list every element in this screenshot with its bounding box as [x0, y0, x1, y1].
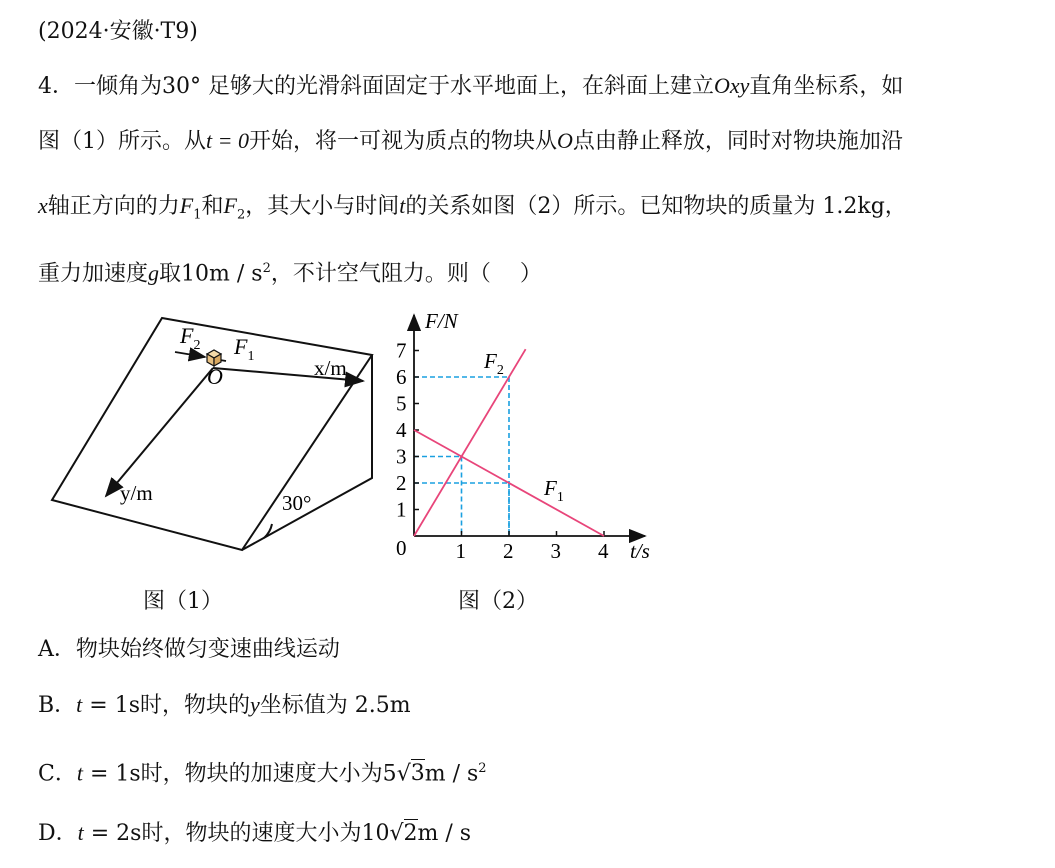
- x-axis-label: x/m: [314, 356, 347, 380]
- text-seg: 图（1）所示。从: [38, 129, 206, 154]
- f2-label: F: [223, 193, 237, 218]
- option-text: 坐标值为 2.5m: [259, 693, 411, 718]
- f1-sub: 1: [193, 207, 202, 223]
- text-seg: 一倾角为30° 足够大的光滑斜面固定于水平地面上，在斜面上建立: [74, 74, 714, 99]
- figure-1-incline: [40, 310, 380, 560]
- f1-label: $F_1$: [234, 334, 255, 364]
- x-axis-label: t/s: [630, 539, 650, 563]
- question-line-4: [38, 254, 542, 289]
- unit-text: m / s: [424, 761, 479, 787]
- text-seg: 取10m / s: [159, 261, 263, 287]
- sqrt-value: 3: [410, 761, 425, 787]
- y-axis-arrow: [106, 368, 213, 496]
- y-label: y: [250, 692, 260, 717]
- angle-label: 30°: [282, 491, 312, 515]
- unit-sup: 2: [478, 761, 487, 776]
- x-label: x: [38, 193, 48, 218]
- y-tick-label-4: 4: [396, 418, 407, 442]
- x-tick-label-3: 3: [550, 539, 561, 563]
- oxy-label: Oxy: [714, 73, 750, 98]
- option-text: = 1s时，物块的加速度大小为5: [82, 761, 397, 787]
- y-tick-label-3: 3: [396, 444, 407, 469]
- f2-label: $F_2$: [180, 323, 201, 353]
- origin-label: 0: [396, 536, 407, 560]
- y-tick-label-5: 5: [396, 391, 407, 416]
- y-tick-label-6: 6: [396, 365, 407, 389]
- origin-label: O: [207, 364, 223, 389]
- o-label: O: [556, 128, 573, 153]
- y-axis-label: F/N: [425, 309, 458, 333]
- unit-sup: 2: [262, 261, 271, 276]
- f2-series-label: $F_2$: [484, 349, 504, 378]
- option-text: = 2s时，物块的速度大小为10: [83, 821, 390, 846]
- option-letter: D．: [38, 821, 78, 846]
- option-text: = 1s时，物块的: [82, 693, 251, 718]
- unit-text: m / s: [417, 821, 472, 846]
- option-text: 物块始终做匀变速曲线运动: [75, 637, 340, 662]
- option-a[interactable]: [38, 635, 340, 665]
- t-label: t: [76, 760, 83, 786]
- f1-series-label: $F_1$: [544, 476, 564, 505]
- source-tag: (2024·安徽·T9): [38, 19, 198, 44]
- t-label: t: [76, 692, 83, 717]
- option-d[interactable]: D．t = 2s时，物块的速度大小为10√2m / s: [38, 820, 472, 846]
- text-seg: ，其大小与时间: [245, 194, 400, 219]
- option-c[interactable]: C．t = 1s时，物块的加速度大小为$5√3m / s^2$: [38, 760, 487, 787]
- sqrt-value: 2: [403, 821, 418, 846]
- text-seg: 重力加速度: [38, 261, 149, 287]
- figure-1-caption: 图（1）: [143, 589, 223, 614]
- f2-arrow: [175, 352, 205, 357]
- f2-sub: 2: [236, 207, 246, 223]
- x-tick-label-4: 4: [598, 539, 609, 563]
- f1-label: F: [179, 193, 194, 218]
- text-seg: 和: [201, 194, 224, 219]
- text-seg: 直角坐标系，如: [749, 74, 904, 99]
- option-b[interactable]: [38, 690, 411, 721]
- g-label: g: [148, 260, 160, 286]
- y-tick-label-1: 1: [396, 497, 407, 522]
- t-label: t: [399, 193, 406, 218]
- question-line-1: [38, 71, 903, 102]
- y-axis-label: y/m: [120, 481, 153, 505]
- x-tick-label-1: 1: [455, 539, 466, 563]
- text-seg: ，不计空气阻力。则（ ）: [270, 261, 542, 287]
- figure-2-chart: [385, 305, 665, 570]
- option-letter: B．: [38, 693, 77, 718]
- figure-2-caption: 图（2）: [458, 589, 538, 614]
- t0-label: t = 0: [206, 128, 249, 153]
- text-seg: 轴正方向的力: [47, 194, 180, 219]
- option-letter: C．: [38, 761, 77, 787]
- question-line-2: [38, 126, 903, 157]
- x-tick-label-2: 2: [503, 539, 514, 563]
- option-letter: A．: [38, 637, 76, 662]
- t-label: t: [77, 820, 84, 845]
- text-seg: 的关系如图（2）所示。已知物块的质量为 1.2kg，: [405, 194, 907, 219]
- question-line-3: [38, 191, 907, 230]
- text-seg: 开始，将一可视为质点的物块从: [248, 129, 557, 154]
- text-seg: 点由静止释放，同时对物块施加沿: [572, 129, 903, 154]
- y-tick-label-2: 2: [396, 471, 407, 495]
- question-number: 4．: [38, 74, 74, 99]
- y-tick-label-7: 7: [396, 338, 407, 363]
